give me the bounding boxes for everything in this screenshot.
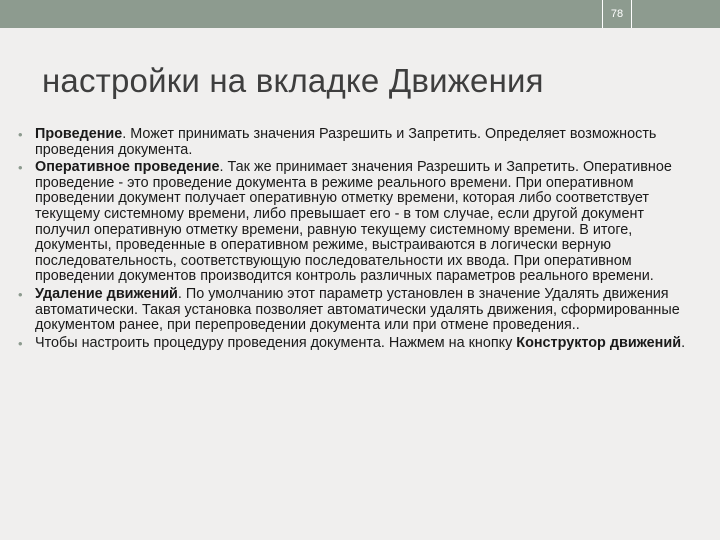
bullet-term: Удаление движений (35, 285, 178, 302)
bullet-term: Оперативное проведение (35, 159, 220, 176)
bullet-item-konstruktor (18, 334, 690, 352)
bullet-text: . Может принимать значения Разрешить и Запретить. Определяет возможность проведения документа. (35, 126, 657, 158)
bullet-text-end: . (681, 334, 686, 351)
bullet-dot-icon: • (18, 286, 23, 302)
bullet-dot-icon: • (18, 160, 23, 176)
bullet-text: Чтобы настроить процедуру проведения документа. Нажмем на кнопку (35, 334, 517, 351)
bullet-text: . Так же принимает значения Разрешить и Запретить. Оперативное проведение - это проведение документа в режиме реального времени. При оперативном проведении документ получает оперативную отметку времени, которая либо соответствует текущему системному времени, либо превышает его - в том случае, если другой документ получил оперативную отметку времени, равную текущему системному времени. В итоге, документы, проведенные в оперативном режиме, выстраиваются в логически верную последовательность, соответствующую последовательности их ввода. При оперативном проведении документов производится контроль различных параметров реального времени. (35, 159, 672, 285)
bullet-item-provedenie (18, 126, 690, 158)
bullet-item-udalenie-dvizheniy (18, 285, 690, 334)
top-bar (0, 0, 720, 28)
bullet-dot-icon: • (18, 127, 23, 142)
bullet-text: . По умолчанию этот параметр установлен в значение Удалять движения автоматически. Такая установка позволяет автоматически удалять движения, сформированные документом ранее, при перепроведении документа или при отмене проведения.. (35, 285, 680, 334)
slide-number: 78 (602, 0, 632, 28)
bullet-item-operativnoe-provedenie (18, 159, 690, 285)
bullet-dot-icon: • (18, 335, 23, 351)
bullet-term: Проведение (35, 126, 123, 142)
bullet-term: Конструктор движений (516, 334, 682, 351)
bullet-list (18, 126, 690, 353)
slide-title: настройки на вкладке Движения (42, 62, 544, 99)
